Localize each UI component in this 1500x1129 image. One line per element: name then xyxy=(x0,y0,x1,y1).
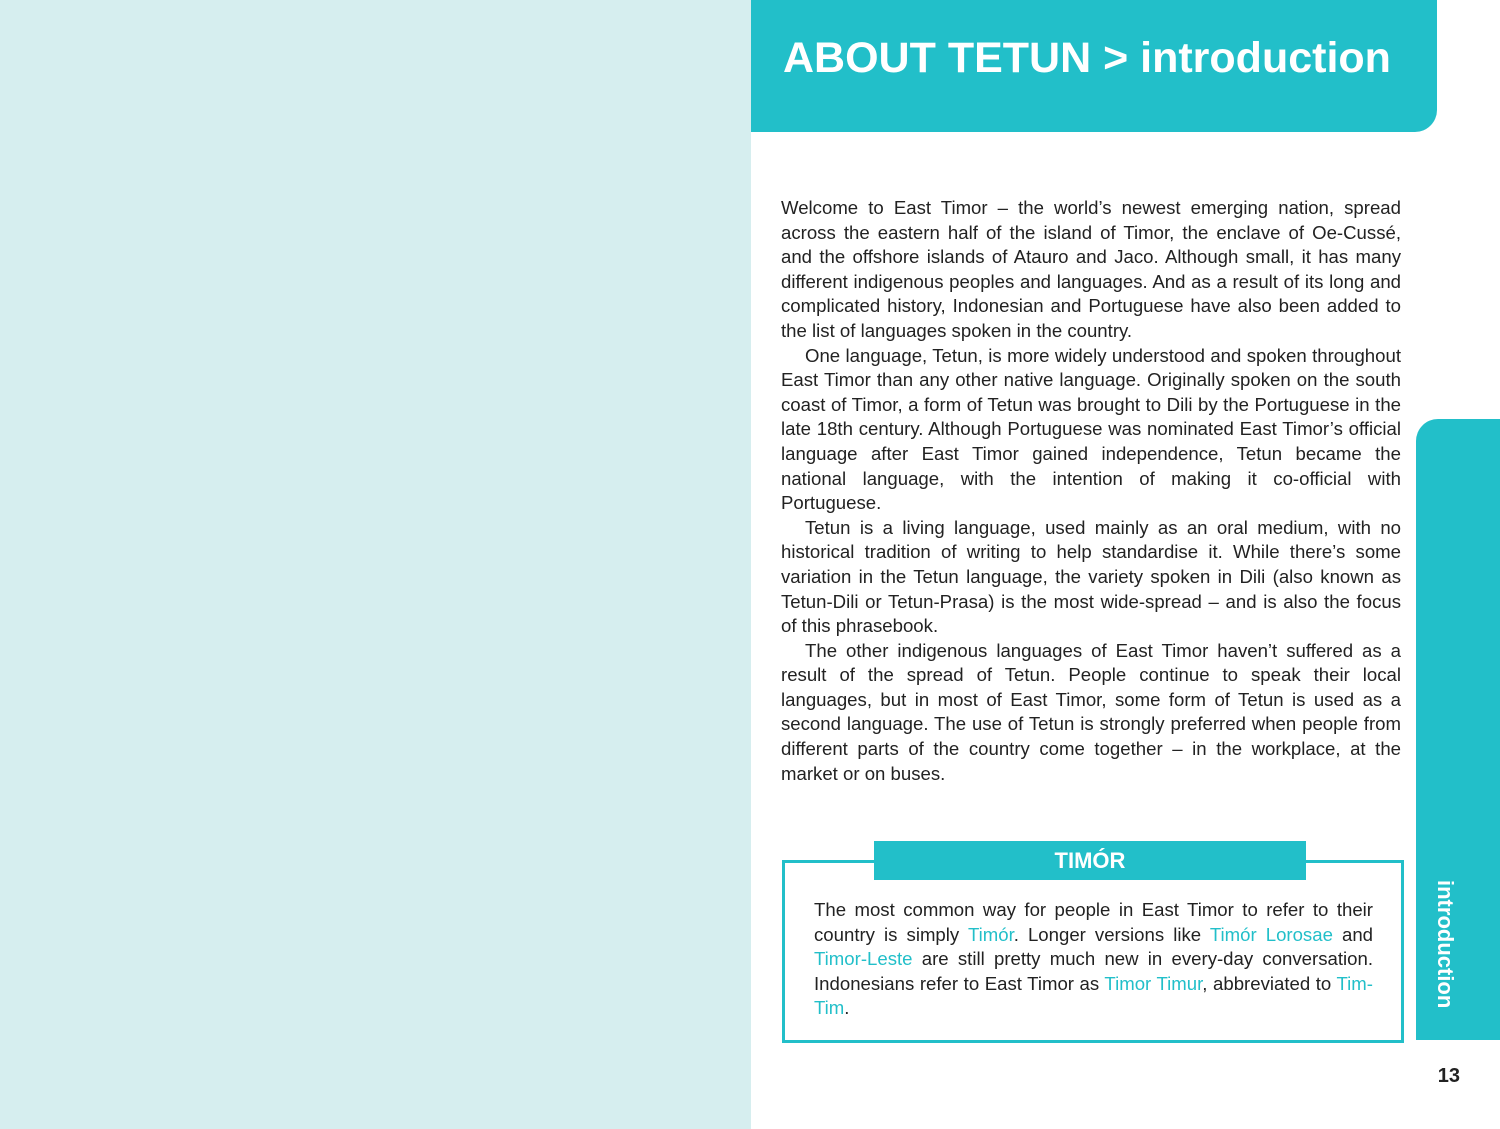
highlighted-term: Tim-Tim xyxy=(814,972,1373,1019)
highlighted-term: Timór xyxy=(967,923,1014,945)
info-box-label: TIMÓR xyxy=(874,841,1306,880)
info-box-text-segment: are still pretty much new in every-day conversation. Indonesians refer to East Timor as xyxy=(814,948,1373,994)
body-paragraph: Welcome to East Timor – the world’s newest emerging nation, spread across the eastern half of the island of Timor, the enclave of Oe-Cussé, and the offshore islands of Atauro and Jaco. Although small, it has many different indigenous peoples and languages. And as a result of its long and complicated history, Indonesian and Portuguese have also been added to the list of languages spoken in the country. xyxy=(781,197,1401,341)
info-box-text xyxy=(814,898,1373,1021)
body-paragraph: One language, Tetun, is more widely understood and spoken throughout East Timor than any other native language. Originally spoken on the south coast of Timor, a form of Tetun was brought to Dili by the Portuguese in the late 18th century. Although Portuguese was nominated East Timor’s official language after East Timor gained independence, Tetun became the national language, with the intention of making it co-official with Portuguese. xyxy=(781,344,1401,514)
highlighted-term: Timor-Leste xyxy=(814,948,913,970)
info-box-text-segment: . Longer versions like xyxy=(1013,923,1210,945)
page-number: 13 xyxy=(1437,1065,1460,1087)
highlighted-term: Timór Lorosae xyxy=(1209,923,1333,945)
body-text xyxy=(781,196,1401,786)
body-paragraph: The other indigenous languages of East Timor haven’t suffered as a result of the spread of Tetun. People continue to speak their local languages, but in most of East Timor, some form of Tetun is used as a second language. The use of Tetun is strongly preferred when people from different parts of the country come together – in the workplace, at the market or on buses. xyxy=(781,639,1401,784)
info-box-text-segment: . xyxy=(844,997,850,1019)
info-box-text-segment: , abbreviated to xyxy=(1202,972,1337,994)
info-box-text-segment: and xyxy=(1332,923,1374,945)
section-side-tab-label: introduction xyxy=(1433,880,1458,1009)
body-paragraph: Tetun is a living language, used mainly as an oral medium, with no historical tradition of writing to help standardise it. While there’s some variation in the Tetun language, the variety spoken in Dili (also known as Tetun-Dili or Tetun-Prasa) is the most wide-spread – and is also the focus of this phrasebook. xyxy=(781,516,1401,637)
page-title: ABOUT TETUN > introduction xyxy=(783,34,1391,82)
info-box-text-segment: The most common way for people in East Timor to refer to their country is simply xyxy=(814,899,1373,945)
highlighted-term: Timor Timur xyxy=(1104,972,1203,994)
